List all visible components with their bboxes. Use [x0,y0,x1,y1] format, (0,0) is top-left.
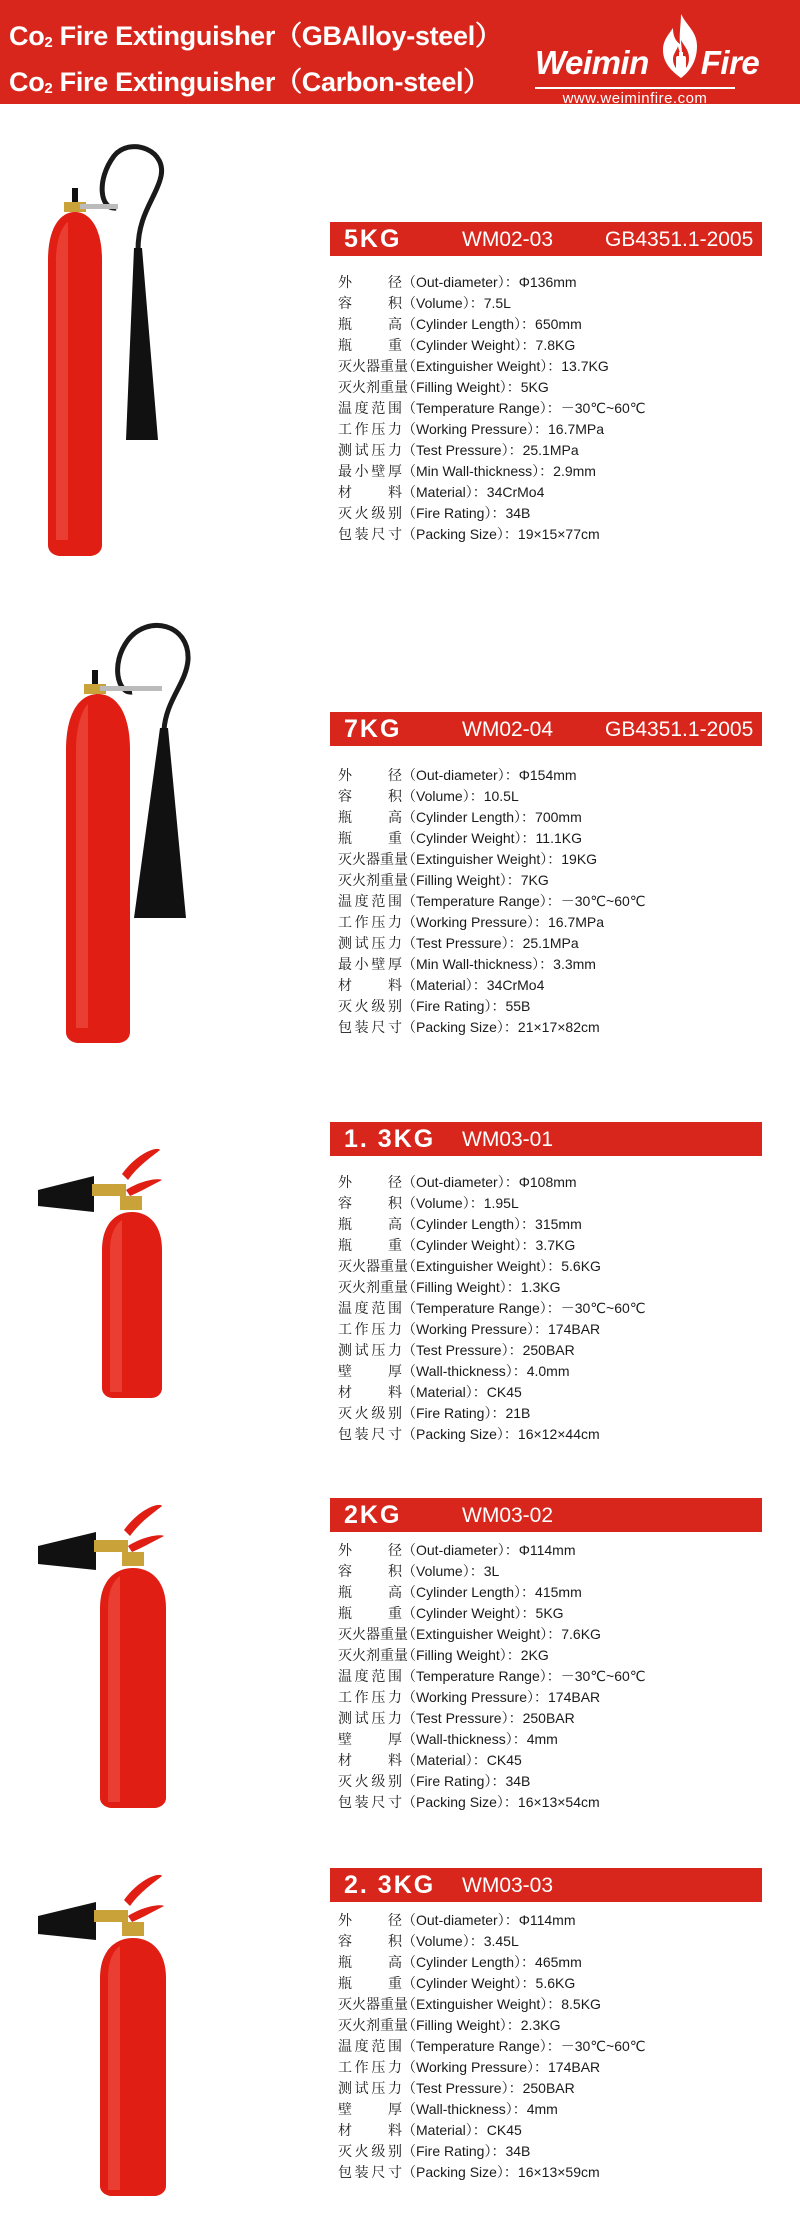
spec-label-zh: 灭火剂重量 [338,2017,408,2033]
spec-row [338,377,778,398]
spec-label-zh: 包装尺寸 [338,526,402,542]
spec-label-zh: 温度范围 [338,1300,402,1316]
spec-row [338,828,778,849]
spec-value: （Wall-thickness）：4mm [402,1731,558,1747]
spec-label-zh: 测试压力 [338,442,402,458]
product-standard: GB4351.1-2005 [605,228,754,251]
spec-row [338,1910,778,1931]
spec-value: （Fire Rating）：34B [402,1773,531,1789]
spec-value: （Working Pressure）：174BAR [402,2059,601,2075]
spec-list [338,272,778,545]
spec-label-zh: 温度范围 [338,2038,402,2054]
spec-row [338,786,778,807]
co2-horn-extinguisher-icon [30,1480,190,1810]
product-1-3kg [0,1110,800,1470]
spec-label-zh: 包装尺寸 [338,1794,402,1810]
product-header-bar [330,712,762,746]
spec-value: （Filling Weight）：2KG [402,1647,549,1663]
spec-value: （Extinguisher Weight）：13.7KG [402,358,609,374]
spec-row [338,891,778,912]
spec-value: （Temperature Range）：－30℃~60℃ [402,1300,646,1316]
spec-value: （Material）：34CrMo4 [402,484,545,500]
spec-label-zh: 包装尺寸 [338,1426,402,1442]
spec-label-zh: 包装尺寸 [338,1019,402,1035]
spec-label-zh: 测试压力 [338,2080,402,2096]
spec-value: （Filling Weight）：1.3KG [402,1279,561,1295]
title-text: Fire Extinguisher（GBAlloy-steel） [52,21,502,51]
spec-label-zh: 灭火器重量 [338,1626,408,1642]
spec-row [338,1729,778,1750]
spec-row [338,1771,778,1792]
spec-label-zh: 外 径 [338,767,402,783]
co2-trolley-extinguisher-icon [30,140,170,560]
spec-label-zh: 瓶 重 [338,337,402,353]
title-text: Fire Extinguisher（Carbon-steel） [52,67,490,97]
spec-value: （Packing Size）：21×17×82cm [402,1019,600,1035]
product-model: WM03-01 [462,1128,554,1151]
spec-row [338,1750,778,1771]
spec-value: （Volume）：10.5L [402,788,519,804]
spec-label-zh: 测试压力 [338,935,402,951]
spec-value: （Cylinder Weight）：7.8KG [402,337,576,353]
spec-label-zh: 工作压力 [338,2059,402,2075]
spec-label-zh: 材 料 [338,1384,402,1400]
spec-list [338,1910,778,2183]
spec-value: （Cylinder Length）：650mm [402,316,582,332]
page-header [0,0,800,107]
spec-label-zh: 容 积 [338,1195,402,1211]
spec-value: （Cylinder Weight）：3.7KG [402,1237,576,1253]
spec-row [338,1624,778,1645]
spec-value: （Material）：CK45 [402,1752,522,1768]
spec-row [338,1214,778,1235]
co-text: Co [9,21,45,51]
spec-label-zh: 瓶 高 [338,316,402,332]
spec-label-zh: 材 料 [338,484,402,500]
spec-label-zh: 灭火剂重量 [338,1647,408,1663]
spec-row [338,2015,778,2036]
spec-label-zh: 壁 厚 [338,2101,402,2117]
spec-row [338,996,778,1017]
spec-row [338,293,778,314]
spec-row [338,975,778,996]
spec-label-zh: 灭火器重量 [338,851,408,867]
spec-label-zh: 容 积 [338,295,402,311]
spec-value: （Filling Weight）：7KG [402,872,549,888]
spec-row [338,1952,778,1973]
spec-row [338,314,778,335]
spec-value: （Out-diameter）：Φ114mm [402,1912,576,1928]
spec-value: （Temperature Range）：－30℃~60℃ [402,400,646,416]
spec-row [338,1582,778,1603]
spec-value: （Volume）：3.45L [402,1933,519,1949]
spec-value: （Wall-thickness）：4mm [402,2101,558,2117]
product-weight: 2KG [344,1501,402,1529]
spec-value: （Extinguisher Weight）：19KG [402,851,598,867]
spec-row [338,1687,778,1708]
spec-row [338,419,778,440]
product-model: WM03-03 [462,1874,554,1897]
spec-row [338,2078,778,2099]
spec-row [338,524,778,545]
spec-value: （Temperature Range）：－30℃~60℃ [402,1668,646,1684]
spec-row [338,1340,778,1361]
spec-value: （Fire Rating）：34B [402,505,531,521]
logo-underline [535,87,735,89]
co-text: Co [9,67,45,97]
spec-label-zh: 瓶 重 [338,1605,402,1621]
spec-row [338,2141,778,2162]
co2-subscript: 2 [44,80,53,97]
product-header-bar [330,1498,762,1532]
spec-value: （Material）：CK45 [402,1384,522,1400]
spec-value: （Working Pressure）：16.7MPa [402,421,605,437]
spec-row [338,1994,778,2015]
spec-label-zh: 材 料 [338,977,402,993]
spec-label-zh: 最小壁厚 [338,463,402,479]
spec-row [338,765,778,786]
spec-row [338,2099,778,2120]
spec-row [338,1645,778,1666]
spec-value: （Fire Rating）：21B [402,1405,531,1421]
spec-value: （Cylinder Length）：700mm [402,809,582,825]
spec-row [338,1540,778,1561]
spec-label-zh: 温度范围 [338,893,402,909]
spec-row [338,2057,778,2078]
spec-value: （Min Wall-thickness）：3.3mm [402,956,596,972]
header-title-carbon-steel [9,60,490,99]
spec-label-zh: 材 料 [338,2122,402,2138]
spec-label-zh: 灭火剂重量 [338,1279,408,1295]
spec-label-zh: 温度范围 [338,1668,402,1684]
spec-value: （Material）：CK45 [402,2122,522,2138]
spec-value: （Packing Size）：16×13×59cm [402,2164,600,2180]
spec-value: （Packing Size）：16×12×44cm [402,1426,600,1442]
spec-value: （Test Pressure）：250BAR [402,1710,575,1726]
product-weight: 2. 3KG [344,1871,436,1899]
brand-part-2: Fire [700,44,760,81]
spec-label-zh: 灭火级别 [338,1773,402,1789]
spec-value: （Wall-thickness）：4.0mm [402,1363,570,1379]
spec-value: （Extinguisher Weight）：7.6KG [402,1626,601,1642]
spec-row [338,272,778,293]
spec-label-zh: 灭火器重量 [338,1258,408,1274]
spec-value: （Test Pressure）：250BAR [402,2080,575,2096]
spec-label-zh: 工作压力 [338,1321,402,1337]
spec-value: （Cylinder Length）：315mm [402,1216,582,1232]
spec-label-zh: 工作压力 [338,421,402,437]
spec-row [338,1235,778,1256]
spec-label-zh: 外 径 [338,274,402,290]
spec-value: （Cylinder Length）：415mm [402,1584,582,1600]
spec-row [338,2120,778,2141]
product-2kg [0,1480,800,1840]
product-header-bar [330,1122,762,1156]
spec-row [338,954,778,975]
spec-list [338,1540,778,1813]
spec-value: （Min Wall-thickness）：2.9mm [402,463,596,479]
spec-row [338,482,778,503]
website-url: www.weiminfire.com [562,90,708,107]
spec-label-zh: 工作压力 [338,914,402,930]
spec-row [338,1256,778,1277]
co2-horn-extinguisher-icon [30,1110,190,1410]
spec-value: （Working Pressure）：174BAR [402,1689,601,1705]
product-model: WM03-02 [462,1504,554,1527]
spec-row [338,1603,778,1624]
spec-label-zh: 瓶 重 [338,830,402,846]
product-model: WM02-03 [462,228,554,251]
spec-value: （Test Pressure）：25.1MPa [402,935,579,951]
spec-row [338,461,778,482]
spec-label-zh: 灭火级别 [338,998,402,1014]
product-model: WM02-04 [462,718,554,741]
spec-label-zh: 灭火级别 [338,505,402,521]
spec-value: （Out-diameter）：Φ136mm [402,274,577,290]
spec-row [338,1298,778,1319]
spec-value: （Extinguisher Weight）：8.5KG [402,1996,601,2012]
spec-label-zh: 壁 厚 [338,1363,402,1379]
spec-row [338,1792,778,1813]
product-weight: 5KG [344,225,402,253]
spec-label-zh: 测试压力 [338,1710,402,1726]
product-header-bar [330,1868,762,1902]
spec-label-zh: 灭火剂重量 [338,379,408,395]
spec-value: （Fire Rating）：55B [402,998,531,1014]
spec-row [338,1193,778,1214]
header-title-alloy-steel [9,14,502,53]
product-standard: GB4351.1-2005 [605,718,754,741]
spec-row [338,1931,778,1952]
spec-list [338,1172,778,1445]
spec-label-zh: 外 径 [338,1542,402,1558]
spec-row [338,1561,778,1582]
spec-label-zh: 灭火器重量 [338,358,408,374]
spec-value: （Material）：34CrMo4 [402,977,545,993]
product-weight: 1. 3KG [344,1125,436,1153]
spec-value: （Filling Weight）：2.3KG [402,2017,561,2033]
spec-value: （Extinguisher Weight）：5.6KG [402,1258,601,1274]
spec-row [338,933,778,954]
spec-value: （Volume）：1.95L [402,1195,519,1211]
spec-label-zh: 测试压力 [338,1342,402,1358]
spec-value: （Volume）：7.5L [402,295,511,311]
flame-icon [653,12,709,82]
spec-row [338,398,778,419]
spec-label-zh: 瓶 重 [338,1975,402,1991]
spec-row [338,1361,778,1382]
spec-list [338,765,778,1038]
spec-row [338,1973,778,1994]
spec-label-zh: 壁 厚 [338,1731,402,1747]
spec-label-zh: 容 积 [338,1563,402,1579]
spec-label-zh: 瓶 高 [338,1216,402,1232]
spec-row [338,1277,778,1298]
spec-label-zh: 瓶 高 [338,1954,402,1970]
spec-value: （Cylinder Weight）：11.1KG [402,830,582,846]
spec-row [338,807,778,828]
spec-value: （Temperature Range）：－30℃~60℃ [402,2038,646,2054]
spec-label-zh: 灭火级别 [338,1405,402,1421]
spec-row [338,1382,778,1403]
spec-value: （Volume）：3L [402,1563,500,1579]
spec-value: （Temperature Range）：－30℃~60℃ [402,893,646,909]
spec-row [338,1017,778,1038]
spec-row [338,1319,778,1340]
logo-brand [535,44,759,82]
spec-label-zh: 瓶 高 [338,1584,402,1600]
weimin-fire-logo [535,10,785,107]
co2-hose-extinguisher-icon [30,600,200,1050]
spec-label-zh: 灭火剂重量 [338,872,408,888]
spec-label-zh: 灭火器重量 [338,1996,408,2012]
spec-value: （Test Pressure）：25.1MPa [402,442,579,458]
spec-row [338,1172,778,1193]
spec-value: （Cylinder Weight）：5KG [402,1605,564,1621]
spec-label-zh: 容 积 [338,788,402,804]
spec-value: （Out-diameter）：Φ114mm [402,1542,576,1558]
spec-label-zh: 灭火级别 [338,2143,402,2159]
spec-label-zh: 容 积 [338,1933,402,1949]
spec-value: （Packing Size）：19×15×77cm [402,526,600,542]
spec-value: （Cylinder Weight）：5.6KG [402,1975,576,1991]
product-7kg [0,600,800,1100]
spec-label-zh: 包装尺寸 [338,2164,402,2180]
spec-row [338,849,778,870]
spec-row [338,440,778,461]
product-2-3kg [0,1850,800,2216]
spec-row [338,1708,778,1729]
spec-value: （Working Pressure）：174BAR [402,1321,601,1337]
spec-label-zh: 外 径 [338,1912,402,1928]
spec-value: （Fire Rating）：34B [402,2143,531,2159]
spec-value: （Packing Size）：16×13×54cm [402,1794,600,1810]
spec-value: （Out-diameter）：Φ154mm [402,767,577,783]
spec-value: （Working Pressure）：16.7MPa [402,914,605,930]
co2-horn-extinguisher-icon [30,1850,190,2200]
product-header-bar [330,222,762,256]
spec-value: （Out-diameter）：Φ108mm [402,1174,577,1190]
spec-label-zh: 瓶 重 [338,1237,402,1253]
spec-row [338,2036,778,2057]
spec-value: （Filling Weight）：5KG [402,379,549,395]
brand-part-1: Weimin [535,44,649,81]
product-weight: 7KG [344,715,402,743]
spec-row [338,335,778,356]
spec-label-zh: 温度范围 [338,400,402,416]
spec-row [338,2162,778,2183]
spec-label-zh: 材 料 [338,1752,402,1768]
spec-row [338,503,778,524]
product-5kg [0,140,800,600]
spec-label-zh: 最小壁厚 [338,956,402,972]
spec-label-zh: 工作压力 [338,1689,402,1705]
spec-row [338,356,778,377]
spec-row [338,1424,778,1445]
spec-value: （Cylinder Length）：465mm [402,1954,582,1970]
spec-row [338,912,778,933]
co2-subscript: 2 [44,34,53,51]
spec-value: （Test Pressure）：250BAR [402,1342,575,1358]
spec-label-zh: 瓶 高 [338,809,402,825]
spec-label-zh: 外 径 [338,1174,402,1190]
spec-row [338,1403,778,1424]
spec-row [338,870,778,891]
spec-row [338,1666,778,1687]
